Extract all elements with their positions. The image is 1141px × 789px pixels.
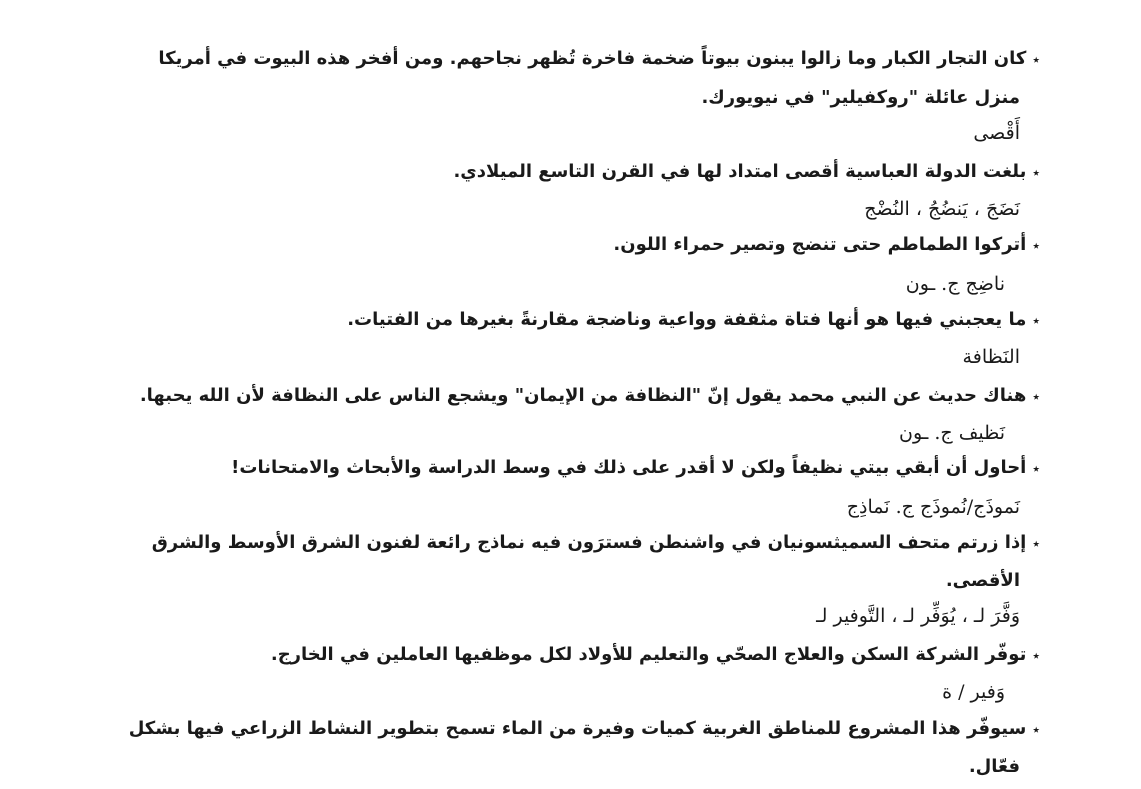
vocabulary-entry	[0, 492, 1020, 522]
vocabulary-entry	[0, 118, 1020, 148]
bullet-star: ٭	[1032, 165, 1040, 181]
example-sentence	[0, 640, 1040, 671]
sentence-text: الأقصى.	[945, 570, 1020, 591]
sentence-text: بلغت الدولة العباسية أقصى امتداد لها في القرن التاسع الميلادي.	[453, 161, 1027, 182]
sentence-text: منزل عائلة "روكفيلير" في نيويورك.	[701, 87, 1020, 108]
bullet-star: ٭	[1032, 722, 1040, 738]
example-sentence	[0, 44, 1040, 75]
bullet-star: ٭	[1032, 313, 1040, 329]
sentence-text: أتركوا الطماطم حتى تنضج وتصير حمراء اللون.	[613, 234, 1027, 255]
entry-text: نَضَجَ ، يَنضُجُ ، النُضْج	[864, 198, 1020, 220]
sentence-text: إذا زرتم متحف السميثسونيان في واشنطن فسترَون فيه نماذج رائعة لفنون الشرق الأوسط والشرق	[151, 532, 1027, 553]
vocabulary-entry	[0, 601, 1020, 631]
example-sentence	[0, 381, 1040, 412]
entry-text: نَموذَج/نُموذَج ج. نَماذِج	[846, 496, 1020, 518]
example-sentence	[0, 230, 1040, 261]
sentence-text: أحاول أن أبقي بيتي نظيفاً ولكن لا أقدر على ذلك في وسط الدراسة والأبحاث والامتحانات!	[231, 457, 1027, 478]
example-sentence	[0, 305, 1040, 336]
example-sentence	[0, 157, 1040, 188]
entry-text: أَقْصى	[973, 122, 1020, 144]
example-sentence-continuation	[0, 752, 1020, 782]
sentence-text: ما يعجبني فيها هو أنها فتاة مثقفة وواعية وناضجة مقارنةً بغيرها من الفتيات.	[347, 309, 1027, 330]
example-sentence-continuation	[0, 566, 1020, 596]
vocabulary-entry	[0, 677, 1005, 707]
vocabulary-entry	[0, 194, 1020, 224]
bullet-star: ٭	[1032, 648, 1040, 664]
vocabulary-entry	[0, 342, 1020, 372]
sentence-text: سيوفّر هذا المشروع للمناطق الغربية كميات وفيرة من الماء تسمح بتطوير النشاط الزراعي فيها بشكل	[128, 718, 1027, 739]
entry-text: النَظافة	[962, 346, 1020, 368]
vocabulary-entry	[0, 269, 1005, 299]
sentence-text: فعّال.	[968, 756, 1020, 777]
entry-text: وَفَّرَ لـ ، يُوَفِّر لـ ، التَّوفير لـ	[816, 605, 1020, 627]
bullet-star: ٭	[1032, 389, 1040, 405]
bullet-star: ٭	[1032, 52, 1040, 68]
sentence-text: كان التجار الكبار وما زالوا يبنون بيوتاً ضخمة فاخرة تُظهر نجاحهم. ومن أفخر هذه البيوت في أمريكا	[158, 48, 1027, 69]
sentence-text: توفّر الشركة السكن والعلاج الصحّي والتعليم للأولاد لكل موظفيها العاملين في الخارج.	[270, 644, 1027, 665]
example-sentence	[0, 714, 1040, 745]
sentence-text: هناك حديث عن النبي محمد يقول إنّ "النظافة من الإيمان" ويشجع الناس على النظافة لأن الله يحبها.	[139, 385, 1027, 406]
example-sentence-continuation	[0, 83, 1020, 113]
bullet-star: ٭	[1032, 536, 1040, 552]
vocabulary-entry	[0, 418, 1005, 448]
example-sentence	[0, 453, 1040, 484]
entry-text: ناضِج ج. ـون	[905, 273, 1005, 295]
example-sentence	[0, 528, 1040, 559]
entry-text: نَظيف ج. ـون	[899, 422, 1005, 444]
bullet-star: ٭	[1032, 238, 1040, 254]
bullet-star: ٭	[1032, 461, 1040, 477]
entry-text: وَفير / ة	[942, 681, 1005, 703]
